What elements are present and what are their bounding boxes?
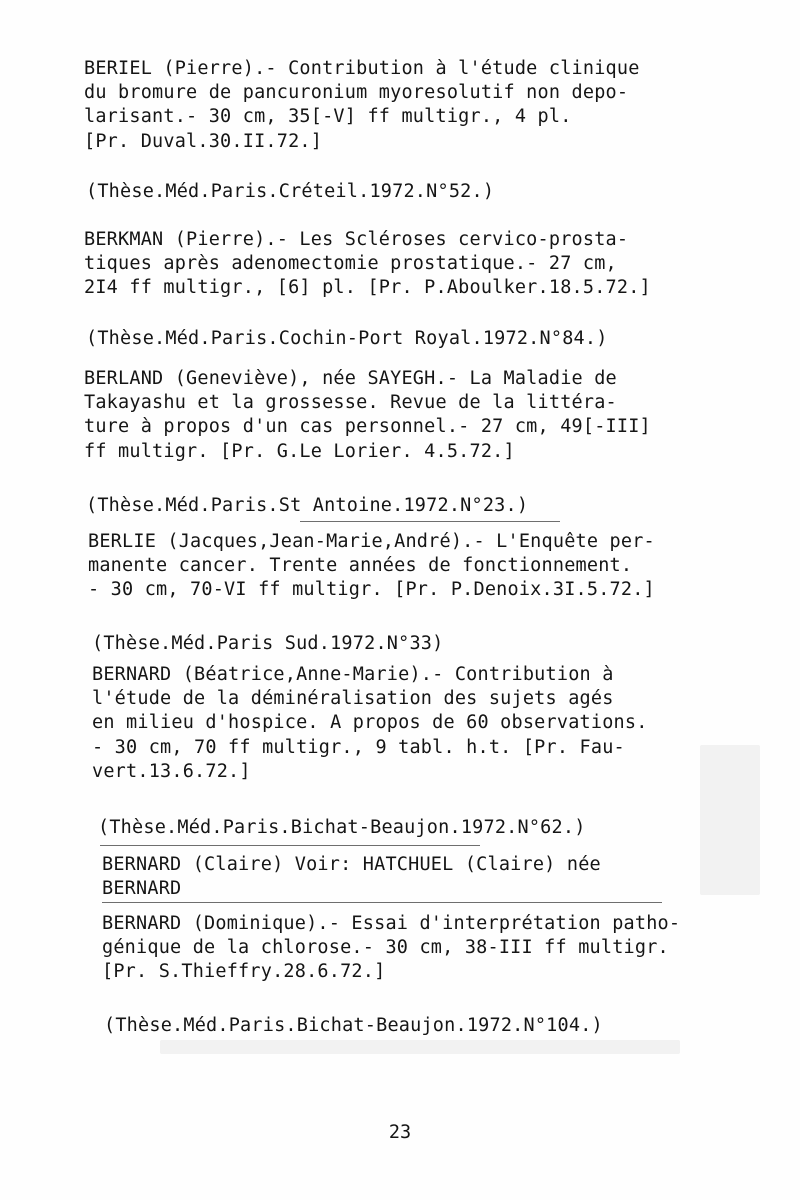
thesis-reference: (Thèse.Méd.Paris.Bichat-Beaujon.1972.N°62.) — [98, 817, 586, 838]
entry-line: [Pr. S.Thieffry.28.6.72.] — [102, 961, 386, 983]
bibliographic-entry-bernard-dominique — [102, 912, 680, 985]
bibliographic-entry-beriel — [84, 57, 640, 154]
entry-line: BERNARD — [102, 878, 182, 900]
entry-line: - 30 cm, 70-VI ff multigr. [Pr. P.Denoix.3I.5.72.] — [88, 579, 655, 601]
entry-line: du bromure de pancuronium myoresolutif non depo- — [84, 82, 629, 104]
entry-line: - 30 cm, 70 ff multigr., 9 tabl. h.t. [Pr. Fau- — [92, 736, 625, 758]
entry-line: ff multigr. [Pr. G.Le Lorier. 4.5.72.] — [84, 440, 515, 462]
bibliographic-entry-berland — [84, 367, 651, 464]
entry-line: BERNARD (Béatrice,Anne-Marie).- Contribution à — [92, 664, 614, 685]
page-number: 23 — [388, 1122, 412, 1143]
entry-line: 2I4 ff multigr., [6] pl. [Pr. P.Aboulker.18.5.72.] — [84, 277, 651, 299]
bleed-through-mark — [700, 745, 760, 895]
entry-separator — [100, 845, 480, 846]
thesis-reference: (Thèse.Méd.Paris.Créteil.1972.N°52.) — [86, 181, 495, 202]
entry-line: BERNARD (Dominique).- Essai d'interprétation patho- — [102, 913, 681, 934]
bibliographic-entry-berlie — [88, 530, 655, 603]
entry-line: en milieu d'hospice. A propos de 60 observations. — [92, 712, 648, 734]
entry-line: l'étude de la déminéralisation des sujets agés — [92, 688, 614, 710]
entry-line: larisant.- 30 cm, 35[-V] ff multigr., 4 pl. — [84, 106, 572, 128]
entry-line: [Pr. Duval.30.II.72.] — [84, 130, 323, 152]
thesis-reference: (Thèse.Méd.Paris.St Antoine.1972.N°23.) — [86, 495, 529, 516]
entry-separator — [102, 902, 662, 903]
entry-line: BERLAND (Geneviève), née SAYEGH.- La Maladie de — [84, 368, 617, 389]
entry-line: vert.13.6.72.] — [92, 760, 251, 782]
entry-line: tiques après adenomectomie prostatique.- 27 cm, — [84, 253, 617, 275]
thesis-reference: (Thèse.Méd.Paris.Cochin-Port Royal.1972.N°84.) — [86, 328, 608, 349]
thesis-reference: (Thèse.Méd.Paris Sud.1972.N°33) — [92, 633, 444, 654]
entry-line: BERIEL (Pierre).- Contribution à l'étude clinique — [84, 58, 640, 79]
entry-line: BERNARD (Claire) Voir: HATCHUEL (Claire) née — [102, 854, 601, 875]
bibliographic-entry-bernard-beatrice — [92, 663, 648, 784]
entry-line: manente cancer. Trente années de fonctionnement. — [88, 555, 633, 577]
bleed-through-mark — [160, 1040, 680, 1054]
bibliographic-entry-bernard-claire — [102, 853, 601, 901]
thesis-reference: (Thèse.Méd.Paris.Bichat-Beaujon.1972.N°104.) — [104, 1015, 603, 1036]
entry-line: ture à propos d'un cas personnel.- 27 cm, 49[-III] — [84, 416, 651, 438]
entry-line: BERKMAN (Pierre).- Les Scléroses cervico-prosta- — [84, 229, 629, 250]
bibliographic-entry-berkman — [84, 228, 651, 301]
entry-line: génique de la chlorose.- 30 cm, 38-III ff multigr. — [102, 937, 669, 959]
entry-line: Takayashu et la grossesse. Revue de la littéra- — [84, 392, 617, 414]
entry-line: BERLIE (Jacques,Jean-Marie,André).- L'Enquête per- — [88, 531, 655, 552]
entry-separator — [300, 521, 560, 522]
